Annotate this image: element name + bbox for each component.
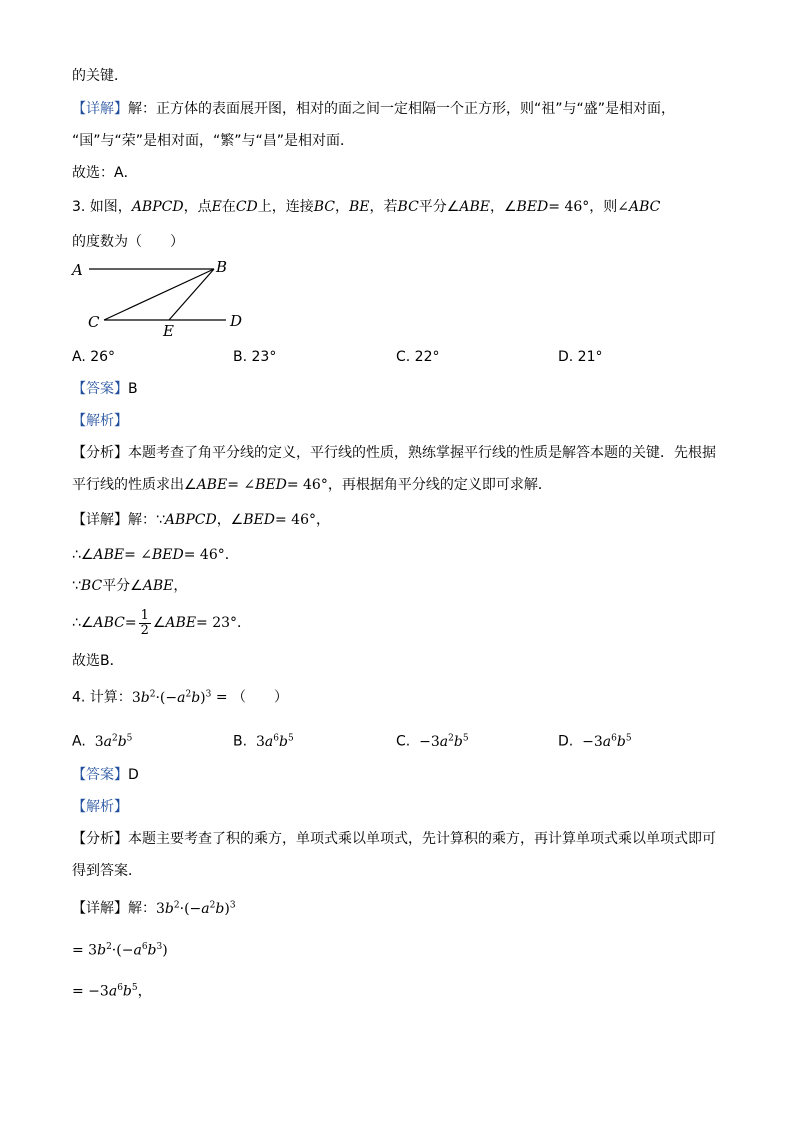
geometry-figure (64, 255, 264, 340)
option-d: D. $-3a^6b^5$ (558, 733, 632, 750)
math: BED (516, 199, 549, 215)
detail-step: ∴∠ABC= $\frac{1}{2}$ ∠ABE= 23°． (72, 607, 252, 638)
fraction: $\frac{1}{2}$ (140, 607, 149, 638)
fenxi-line-2: 得到答案． (72, 863, 142, 879)
detail-line: 【详解】解：$3b^2\cdot(-a^2b)^3$ (72, 900, 236, 917)
fenxi-tag: 【分析】 (72, 445, 128, 461)
math: BC (397, 199, 419, 215)
text: 上，连接 (257, 199, 314, 215)
label-b: B (216, 258, 228, 276)
text: ，∠ (489, 199, 517, 215)
q3-stem (72, 197, 660, 217)
option-c: C. 22° (396, 349, 440, 365)
detail-step: ∴∠ABE= ∠BED= 46°． (72, 547, 239, 563)
analysis-tag: 【解析】 (72, 413, 128, 429)
text: 在 (221, 199, 236, 215)
detail-line (72, 99, 675, 119)
detail-step: = $-3a^6b^5$， (72, 983, 152, 1000)
label-d: D (230, 312, 243, 330)
label-c: C (88, 313, 100, 331)
detail-step: = $3b^2\cdot(-a^6b^3)$ (72, 942, 168, 959)
option-c: C. $-3a^2b^5$ (396, 733, 469, 750)
parallel-symbol: P (152, 199, 162, 215)
math: ABC (629, 199, 661, 215)
answer-value: B (128, 381, 138, 397)
detail-tag: 【详解】 (72, 512, 128, 528)
math: CD (235, 199, 258, 215)
line-bc (104, 269, 214, 320)
option-a: A. $3a^2b^5$ (72, 733, 133, 750)
fenxi-line (72, 443, 716, 463)
choose-line: 故选B． (72, 653, 124, 669)
math: AB (131, 199, 153, 215)
option-d: D. 21° (558, 349, 603, 365)
label-a: A (72, 261, 83, 279)
math: CD (161, 199, 184, 215)
math: E (211, 199, 222, 215)
fenxi-line-2: 平行线的性质求出∠ABE= ∠BED= 46°，再根据角平分线的定义即可求解． (72, 477, 552, 493)
math: BC (313, 199, 336, 215)
q4-stem: 4. 计算：$3b^2\cdot(-a^2b)^3$ = （ ） (72, 689, 288, 706)
answer-line (72, 765, 139, 785)
analysis-tag: 【解析】 (72, 799, 128, 815)
detail-tag: 【详解】 (72, 101, 128, 117)
answer-line (72, 379, 138, 399)
detail-line: 【详解】解：∵ABPCD，∠BED= 46°， (72, 512, 330, 528)
answer-tag: 【答案】 (72, 767, 128, 783)
answer-tag: 【答案】 (72, 381, 128, 397)
text: 平分∠ (418, 199, 460, 215)
text-line: “国”与“荣”是相对面，“繁”与“昌”是相对面． (72, 133, 355, 149)
label-e: E (163, 322, 174, 340)
detail-step: ∵BC平分∠ABE， (72, 578, 188, 594)
math: ABE (459, 199, 490, 215)
option-b: B. $3a^6b^5$ (233, 733, 294, 750)
fenxi-line: 【分析】本题主要考查了积的乘方，单项式乘以单项式，先计算积的乘方，再计算单项式乘以单项式即可 (72, 831, 716, 847)
option-b: B. 23° (233, 349, 277, 365)
math: BE (349, 199, 370, 215)
text: ，若 (369, 199, 398, 215)
text-line: 的关键． (72, 68, 128, 84)
text: 本题考查了角平分线的定义，平行线的性质，熟练掌握平行线的性质是解答本题的关键．先根据 (128, 445, 716, 461)
text-line: 故选：A． (72, 165, 138, 181)
line-be (169, 269, 214, 320)
text: = 46°，则∠ (548, 199, 630, 215)
text: ，点 (183, 199, 212, 215)
answer-value: D (128, 767, 139, 783)
detail-text: 解：正方体的表面展开图，相对的面之间一定相隔一个正方形，则“祖”与“盛”是相对面， (128, 101, 676, 117)
option-a: A. 26° (72, 349, 116, 365)
q3-stem-line2: 的度数为（ ） (72, 234, 184, 250)
text: ， (335, 199, 350, 215)
text: 3. 如图， (72, 199, 132, 215)
